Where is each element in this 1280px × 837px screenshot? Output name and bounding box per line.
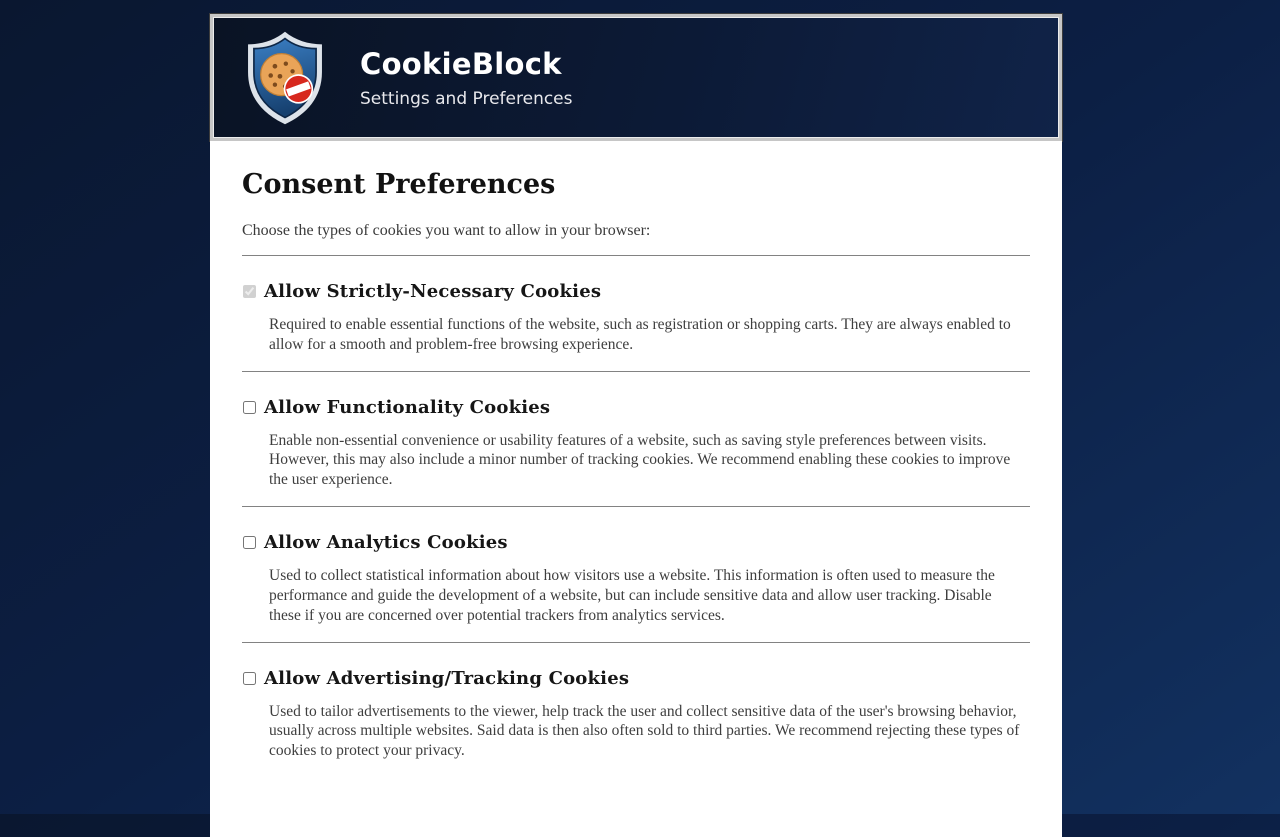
checkbox-row-analytics[interactable] <box>242 532 508 553</box>
functionality-checkbox[interactable] <box>243 401 256 414</box>
option-strictly-necessary <box>242 256 1030 371</box>
option-label: Allow Analytics Cookies <box>264 532 508 554</box>
advertising-tracking-checkbox[interactable] <box>243 672 256 685</box>
option-functionality <box>242 372 1030 506</box>
option-label: Allow Functionality Cookies <box>264 396 551 418</box>
intro-text: Choose the types of cookies you want to allow in your browser: <box>242 222 651 239</box>
header-text <box>360 47 573 109</box>
checkbox-row-functionality[interactable] <box>242 397 550 418</box>
app-subtitle: Settings and Preferences <box>360 88 573 109</box>
option-description: Enable non-essential convenience or usability features of a website, such as saving style preferences between visits. However, this may also include a minor number of tracking cookies. We recommend enabling these cookies to improve the user experience. <box>269 431 1011 489</box>
cookieblock-logo <box>243 30 327 126</box>
header <box>210 14 1062 141</box>
checkbox-row-strictly-necessary[interactable] <box>242 281 601 302</box>
option-analytics <box>242 507 1030 641</box>
consent-preferences-page <box>210 141 1062 837</box>
cookieblock-panel <box>210 14 1062 837</box>
checkbox-row-advertising-tracking[interactable] <box>242 668 629 689</box>
option-description: Required to enable essential functions of the website, such as registration or shopping carts. They are always enabled to allow for a smooth and problem-free browsing experience. <box>269 316 1011 353</box>
shield-cookie-blocked-icon <box>243 30 327 126</box>
option-label: Allow Strictly-Necessary Cookies <box>264 281 602 302</box>
strictly-necessary-checkbox[interactable] <box>243 285 256 298</box>
option-label: Allow Advertising/Tracking Cookies <box>264 667 630 689</box>
option-description: Used to collect statistical information about how visitors use a website. This information is often used to measure the performance and guide the development of a website, but can include sensitive data and allow user tracking. Disable these if you are concerned over potential trackers from analytics services. <box>269 567 995 624</box>
option-description: Used to tailor advertisements to the viewer, help track the user and collect sensitive data of the user's browsing behavior, usually across multiple websites. Said data is then also often sold to third parties. We recommend rejecting these types of cookies to protect your privacy. <box>269 702 1020 760</box>
app-title: CookieBlock <box>360 46 562 81</box>
option-advertising-tracking <box>242 643 1030 777</box>
page-title: Consent Preferences <box>242 169 556 200</box>
analytics-checkbox[interactable] <box>243 536 256 549</box>
